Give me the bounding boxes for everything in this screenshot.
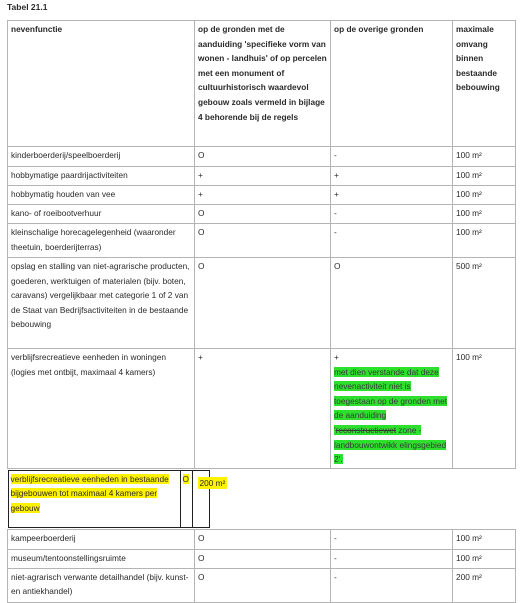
row-name: kinderboerderij/speelboerderij	[8, 147, 195, 167]
inserted-row-box	[8, 470, 210, 528]
row-name: hobbymatig houden van vee	[8, 186, 195, 205]
table-caption: Tabel 21.1	[7, 2, 48, 12]
table-row	[8, 529, 516, 549]
row-max: 100 m²	[453, 549, 516, 568]
note-part-3: zone - landbouwontwikk elingsgebied 2'.	[334, 424, 447, 465]
row-value-b: -	[331, 549, 453, 568]
row-value-a: O	[195, 224, 331, 258]
row-value-a: O	[195, 549, 331, 568]
row-value-b-with-note	[331, 349, 453, 469]
special-row-name-cell	[9, 471, 180, 527]
row-value-b: -	[331, 568, 453, 602]
row-max: 100 m²	[453, 529, 516, 549]
row-max: 100 m²	[453, 147, 516, 167]
row-value-a: +	[195, 167, 331, 186]
row-name: verblijfsrecreatieve eenheden in woningen (logies met ontbijt, maximaal 4 kamers)	[8, 349, 195, 469]
row-name: museum/tentoonstellingsruimte	[8, 549, 195, 568]
note-struck-text: reconstructiewet	[335, 424, 397, 435]
row-name: kano- of roeibootverhuur	[8, 205, 195, 224]
table-header-row	[8, 21, 516, 147]
table-row	[8, 549, 516, 568]
table-row	[8, 349, 516, 469]
special-row-value-a: O	[182, 473, 189, 484]
row-value-a: O	[195, 147, 331, 167]
table-row	[8, 568, 516, 602]
row-value-b: -	[331, 224, 453, 258]
row-max: 500 m²	[453, 258, 516, 349]
table-row	[8, 258, 516, 349]
row-max: 100 m²	[453, 186, 516, 205]
table-row	[8, 205, 516, 224]
row-value-b: +	[331, 167, 453, 186]
row-value-b: -	[331, 205, 453, 224]
row-value-b: +	[331, 186, 453, 205]
row-max: 100 m²	[453, 205, 516, 224]
row-value-a: +	[195, 349, 331, 469]
row-value-a: O	[195, 258, 331, 349]
row-max: 100 m²	[453, 224, 516, 258]
header-overige-gronden: op de overige gronden	[331, 21, 453, 147]
header-nevenfunctie: nevenfunctie	[8, 21, 195, 147]
special-row-name: verblijfsrecreatieve eenheden in bestaande bijgebouwen tot maximaal 4 kamers per gebouw	[10, 473, 169, 513]
row-value-a: +	[195, 186, 331, 205]
special-row-value-cell	[180, 471, 193, 527]
table-row	[8, 147, 516, 167]
row-name: kampeerboerderij	[8, 529, 195, 549]
row-value-b: -	[331, 529, 453, 549]
row-value-b: -	[331, 147, 453, 167]
row-name: opslag en stalling van niet-agrarische producten, goederen, werktuigen of materialen (bijv. boten, caravans) vergelijkbaar met categorie 1 of 2 van de Staat van Bedrijfsactiviteiten in de bestaande bebouwing	[8, 258, 195, 349]
row-value-a: O	[195, 568, 331, 602]
table-row	[8, 186, 516, 205]
row-value-b: O	[331, 258, 453, 349]
table-row	[8, 167, 516, 186]
row-value-b: +	[334, 352, 339, 362]
highlighted-note	[334, 367, 447, 465]
header-maximale-omvang: maximale omvang binnen bestaande bebouwing	[453, 21, 516, 147]
row-value-a: O	[195, 529, 331, 549]
row-max: 100 m²	[453, 167, 516, 186]
note-part-1: met dien verstande dat deze nevenactiviteit niet is toegestaan op de gronden met de aanduiding '	[334, 366, 448, 435]
special-row-max: 200 m²	[199, 477, 226, 488]
row-max: 100 m²	[453, 349, 516, 469]
row-name: kleinschalige horecagelegenheid (waaronder theetuin, boerderijterras)	[8, 224, 195, 258]
table-row	[8, 224, 516, 258]
row-value-a: O	[195, 205, 331, 224]
table-row-special	[8, 468, 516, 529]
row-name: niet-agrarisch verwante detailhandel (bijv. kunst- en antiekhandel)	[8, 568, 195, 602]
header-specifieke-gronden: op de gronden met de aanduiding 'specifieke vorm van wonen - landhuis' of op percelen met een monument of cultuurhistorisch waardevol gebouw zoals vermeld in bijlage 4 behorende bij de regels	[195, 21, 331, 147]
nevenfunctie-table	[7, 20, 516, 603]
row-name: hobbymatige paardrijactiviteiten	[8, 167, 195, 186]
special-row-container	[8, 468, 516, 529]
row-max: 200 m²	[453, 568, 516, 602]
